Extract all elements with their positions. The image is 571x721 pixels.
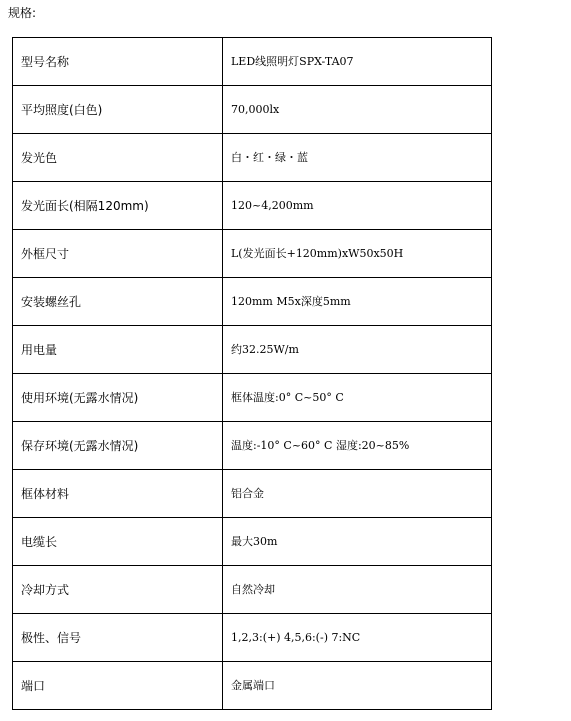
row-label: 发光面长(相隔120mm) xyxy=(13,182,223,230)
row-value: 自然冷却 xyxy=(223,566,492,614)
table-row xyxy=(13,662,492,710)
table-row xyxy=(13,566,492,614)
table-row xyxy=(13,470,492,518)
row-label: 用电量 xyxy=(13,326,223,374)
table-row xyxy=(13,38,492,86)
table-row xyxy=(13,518,492,566)
row-value: 白・红・绿・蓝 xyxy=(223,134,492,182)
table-row xyxy=(13,374,492,422)
row-value: 70,000lx xyxy=(223,86,492,134)
row-label: 使用环境(无露水情况) xyxy=(13,374,223,422)
row-value: 约32.25W/m xyxy=(223,326,492,374)
row-label: 极性、信号 xyxy=(13,614,223,662)
row-value: 框体温度:0° C~50° C xyxy=(223,374,492,422)
row-label: 冷却方式 xyxy=(13,566,223,614)
table-row xyxy=(13,422,492,470)
table-row xyxy=(13,326,492,374)
table-row xyxy=(13,278,492,326)
row-label: 发光色 xyxy=(13,134,223,182)
spec-table-body xyxy=(13,38,492,710)
row-value: 1,2,3:(+) 4,5,6:(-) 7:NC xyxy=(223,614,492,662)
table-row xyxy=(13,230,492,278)
table-row xyxy=(13,134,492,182)
spec-table xyxy=(12,37,492,710)
table-row xyxy=(13,614,492,662)
row-value: 温度:-10° C~60° C 湿度:20~85% xyxy=(223,422,492,470)
row-label: 安装螺丝孔 xyxy=(13,278,223,326)
row-label: 电缆长 xyxy=(13,518,223,566)
row-label: 型号名称 xyxy=(13,38,223,86)
row-value: 最大30m xyxy=(223,518,492,566)
row-label: 平均照度(白色) xyxy=(13,86,223,134)
row-value: L(发光面长+120mm)xW50x50H xyxy=(223,230,492,278)
row-label: 保存环境(无露水情况) xyxy=(13,422,223,470)
row-value: 120mm M5x深度5mm xyxy=(223,278,492,326)
row-value: 铝合金 xyxy=(223,470,492,518)
row-value: 金属端口 xyxy=(223,662,492,710)
row-label: 框体材料 xyxy=(13,470,223,518)
row-value: LED线照明灯SPX-TA07 xyxy=(223,38,492,86)
row-value: 120~4,200mm xyxy=(223,182,492,230)
table-row xyxy=(13,182,492,230)
row-label: 外框尺寸 xyxy=(13,230,223,278)
spec-heading: 规格: xyxy=(8,6,37,20)
table-row xyxy=(13,86,492,134)
row-label: 端口 xyxy=(13,662,223,710)
